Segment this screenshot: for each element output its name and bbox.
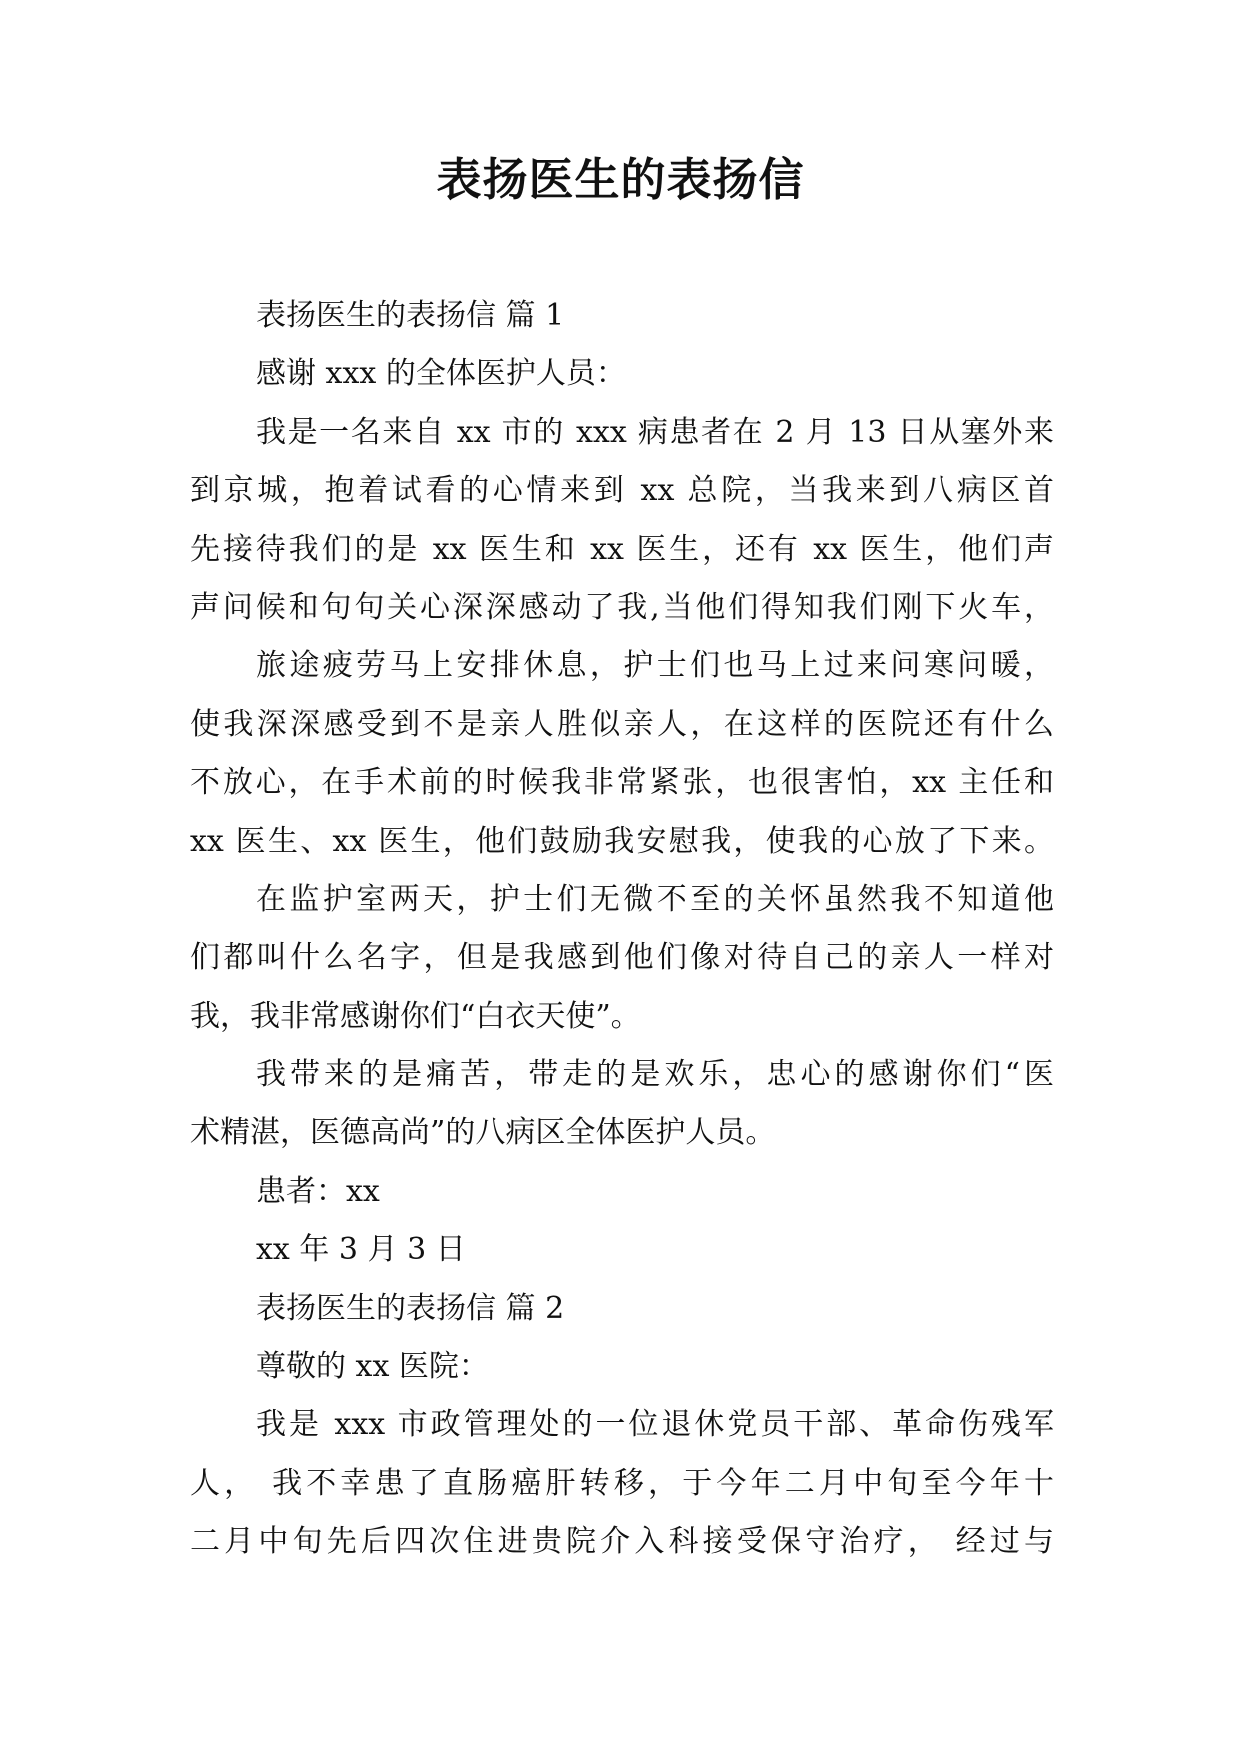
body-line: 到京城，抱着试看的心情来到 xx 总院，当我来到八病区首 xyxy=(190,473,1054,509)
body-line: 使我深深感受到不是亲人胜似亲人，在这样的医院还有什么 xyxy=(190,706,1054,742)
body-line: 旅途疲劳马上安排休息，护士们也马上过来问寒问暖， xyxy=(256,648,1054,684)
body-line: 术精湛，医德高尚”的八病区全体医护人员。 xyxy=(190,1115,776,1151)
body-line: 先接待我们的是 xx 医生和 xx 医生，还有 xx 医生，他们声 xyxy=(190,531,1054,567)
body-line: xx 年 3 月 3 日 xyxy=(256,1232,466,1268)
body-line: 人， 我不幸患了直肠癌肝转移，于今年二月中旬至今年十 xyxy=(190,1465,1054,1501)
body-line: 们都叫什么名字，但是我感到他们像对待自己的亲人一样对 xyxy=(190,940,1054,976)
body-line: 我是 xxx 市政管理处的一位退休党员干部、革命伤残军 xyxy=(256,1407,1054,1443)
body-line: 在监护室两天，护士们无微不至的关怀虽然我不知道他 xyxy=(256,881,1054,917)
body-line: 声问候和句句关心深深感动了我,当他们得知我们刚下火车， xyxy=(190,589,1054,625)
body-line: 表扬医生的表扬信 篇 1 xyxy=(256,298,565,333)
body-line: 感谢 xxx 的全体医护人员： xyxy=(256,356,626,392)
body-line: 我带来的是痛苦，带走的是欢乐，忠心的感谢你们“医 xyxy=(256,1057,1054,1093)
body-line: 不放心，在手术前的时候我非常紧张，也很害怕，xx 主任和 xyxy=(190,765,1054,801)
body-line: 二月中旬先后四次住进贵院介入科接受保守治疗， 经过与 xyxy=(190,1524,1054,1560)
body-line: 尊敬的 xx 医院： xyxy=(256,1349,489,1385)
body-line: xx 医生、xx 医生，他们鼓励我安慰我，使我的心放了下来。 xyxy=(190,823,1054,859)
body-line: 表扬医生的表扬信 篇 2 xyxy=(256,1290,565,1326)
document-body xyxy=(190,287,1054,1572)
document-title: 表扬医生的表扬信 xyxy=(436,153,805,206)
body-line: 我，我非常感谢你们“白衣天使”。 xyxy=(190,998,641,1034)
body-line: 患者：xx xyxy=(256,1173,380,1209)
body-line: 我是一名来自 xx 市的 xxx 病患者在 2 月 13 日从塞外来 xyxy=(256,414,1054,450)
